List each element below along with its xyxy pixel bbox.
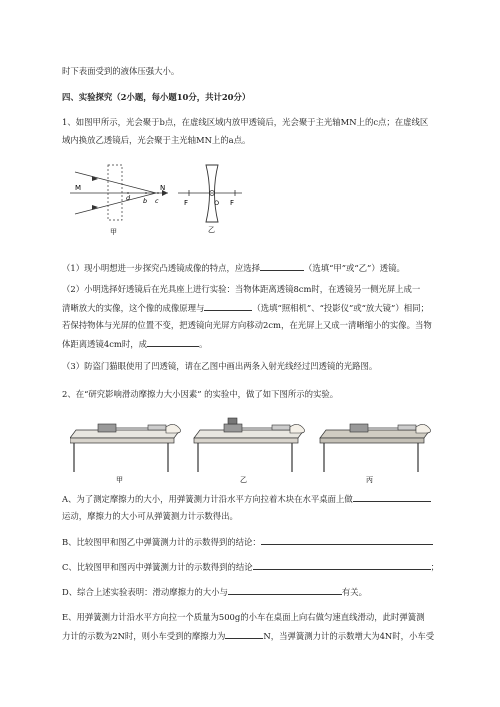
label-O: O [214,199,220,207]
question-2-B: B、比较图甲和图乙中弹簧测力计的示数得到的结论： [62,536,433,548]
answer-blank[interactable] [260,262,304,271]
label-jia: 甲 [110,228,117,236]
question-1-text: 1、如图甲所示，光会聚于b点，在虚线区域内放甲透镜后，光会聚于主光轴MN上的c点；在虚线区 [62,117,429,127]
text-line: 时下表面受到的液体压强大小。 [62,66,180,76]
label-c: c [155,197,159,205]
answer-blank[interactable] [261,536,433,545]
label-bing: 丙 [366,476,373,484]
weight [228,418,237,424]
dashed-region [108,165,122,220]
table-yi [194,418,305,484]
question-1-sub2: 清晰放大的实像，这个像的成像原理与 （选填“照相机”、“投影仪”或“放大镜”）相同； [62,303,429,313]
question-1-sub2: 若保持物体与光屏的位置不变，把透镜向光屏方向移动2cm，在光屏上又成一清晰缩小的实像。当物 [62,320,432,330]
table-bing [320,424,431,484]
label-jia: 甲 [116,476,123,484]
question-2-E: E、用弹簧测力计沿水平方向拉一个质量为500g的小车在桌面上向右做匀速直线滑动，此时弹簧测 [62,612,425,622]
hand-icon [166,424,181,433]
question-2-A: A、为了测定摩擦力的大小，用弹簧测力计沿水平方向拉着木块在水平桌面上做 [62,493,431,505]
light-ray [75,172,156,193]
label-F: F [184,199,189,207]
question-1-text: 域内换放乙透镜后，光会聚于主光轴MN上的a点。 [62,135,251,145]
wood-block [350,424,368,432]
question-2-text: 2、在“研究影响滑动摩擦力大小因素” 的实验中，做了如下图所示的实验。 [62,389,339,399]
section-title: 四、实验探究（2小题，每小题10分，共计20分） [62,92,251,102]
friction-figure [70,412,450,484]
question-2-E: 力计的示数为2N时，则小车受到的摩擦力为 N，当弹簧测力计的示数增大为4N时，小车受 [62,631,435,641]
label-yi: 乙 [208,226,215,234]
label-b: b [143,197,148,205]
lens-figure [70,160,270,250]
answer-blank[interactable] [204,302,252,311]
answer-blank[interactable] [353,493,431,502]
question-1-sub2: （2）小明选择好透镜后在光具座上进行实验：当物体距离透镜8cm时，在透镜另一侧光屏上成一 [62,284,421,294]
question-1-sub3: （3）防盗门猫眼使用了凹透镜，请在乙图中画出两条入射光线经过凹透镜的光路图。 [62,361,378,371]
label-yi: 乙 [240,476,247,484]
question-2-C: C、比较图甲和图丙中弹簧测力计的示数得到的结论 ； [62,562,440,572]
wood-block [98,424,116,432]
label-N: N [160,184,166,192]
label-d: d [126,194,131,202]
answer-blank[interactable] [253,561,431,570]
hand-icon [416,424,431,433]
label-M: M [75,184,82,192]
table-jia [70,424,181,484]
question-2-D: D、综合上述实验表明：滑动摩擦力的大小与 有关。 [62,587,367,597]
answer-blank[interactable] [225,630,263,639]
answer-blank[interactable] [147,338,199,347]
spring-scale [148,425,166,430]
concave-lens [206,165,218,222]
hand-icon [290,424,305,433]
wood-block [224,424,242,432]
arrow-icon [92,205,98,210]
answer-blank[interactable] [228,586,342,595]
question-1-sub1: （1）现小明想进一步探究凸透镜成像的特点，应选择 （选填“甲”或“乙”）透镜。 [62,263,405,273]
label-F: F [230,199,235,207]
question-1-sub2: 体距离透镜4cm时，成 。 [62,339,208,349]
question-2-A: 运动，摩擦力的大小可从弹簧测力计示数得出。 [62,511,238,521]
spring-scale [398,425,416,430]
arrow-icon [92,176,98,181]
spring-scale [272,425,290,430]
